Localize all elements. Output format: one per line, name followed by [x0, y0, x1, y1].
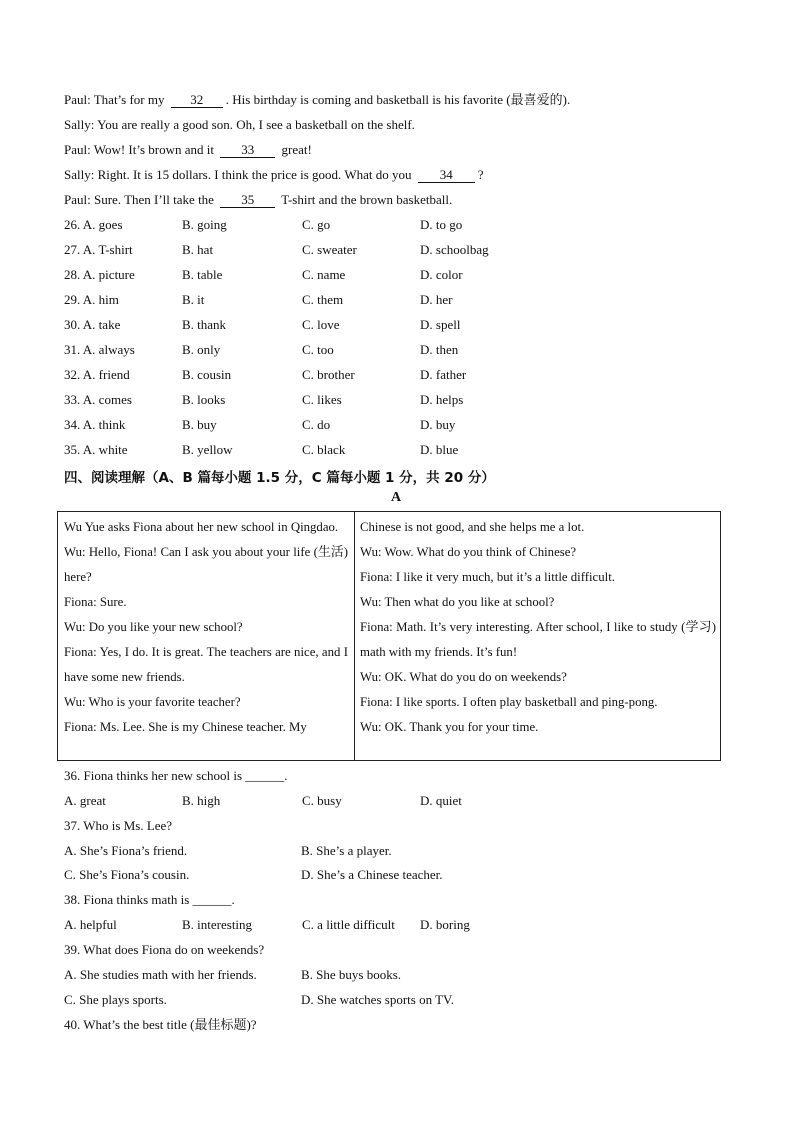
opt-34-d: D. buy [420, 417, 456, 432]
opt-34-b: B. buy [182, 417, 217, 432]
passage-left-line: Fiona: Yes, I do. It is great. The teachers are nice, and I have some new friends. [64, 645, 348, 684]
passage-right-line: Wu: OK. What do you do on weekends? [360, 670, 567, 684]
blank-34: 34 [418, 167, 475, 183]
dialogue-line-5: Paul: Sure. Then I’ll take the 35 T-shirt and the brown basketball. [64, 192, 453, 207]
opt-26-c: C. go [302, 217, 331, 232]
opt-30-b: B. thank [182, 317, 227, 332]
blank-32: 32 [171, 92, 223, 108]
q37-option-a[interactable]: A. She’s Fiona’s friend. [64, 843, 188, 858]
q39-option-c[interactable]: C. She plays sports. [64, 992, 167, 1007]
q36-option-a[interactable]: A. great [64, 793, 106, 808]
opt-28-b: B. table [182, 267, 223, 282]
opt-34: 34. A. think [64, 417, 126, 432]
passage-box [57, 511, 721, 761]
question-36-stem: 36. Fiona thinks her new school is ______. [64, 768, 288, 783]
passage-left-line: Fiona: Sure. [64, 595, 127, 609]
passage-left-line: Wu Yue asks Fiona about her new school in Qingdao. [64, 520, 339, 534]
opt-32-d: D. father [420, 367, 467, 382]
column-divider [354, 512, 355, 760]
opt-33-c: C. likes [302, 392, 342, 407]
question-37-stem: 37. Who is Ms. Lee? [64, 818, 173, 833]
question-38-stem: 38. Fiona thinks math is ______. [64, 892, 235, 907]
q38-option-a[interactable]: A. helpful [64, 917, 117, 932]
opt-29-b: B. it [182, 292, 205, 307]
passage-right-line: Wu: OK. Thank you for your time. [360, 720, 539, 734]
q37-option-c[interactable]: C. She’s Fiona’s cousin. [64, 867, 190, 882]
section-heading: 四、阅读理解（A、B 篇每小题 1.5 分，C 篇每小题 1 分，共 20 分） [64, 470, 495, 486]
opt-28-d: D. color [420, 267, 463, 282]
passage-right-column [360, 515, 716, 740]
q36-option-b[interactable]: B. high [182, 793, 221, 808]
question-40-stem: 40. What’s the best title (最佳标题)? [64, 1017, 257, 1032]
opt-26-d: D. to go [420, 217, 463, 232]
q39-option-a[interactable]: A. She studies math with her friends. [64, 967, 257, 982]
passage-left-line: Wu: Do you like your new school? [64, 620, 243, 634]
passage-right-line: Chinese is not good, and she helps me a lot. [360, 520, 585, 534]
passage-right-line: Fiona: Math. It’s very interesting. After school, I like to study (学习) math with my friends. It’s fun! [360, 620, 716, 659]
dialogue-line-2: Sally: You are really a good son. Oh, I see a basketball on the shelf. [64, 117, 415, 132]
opt-35-c: C. black [302, 442, 346, 457]
passage-left-line: Wu: Who is your favorite teacher? [64, 695, 241, 709]
q39-option-b[interactable]: B. She buys books. [301, 967, 402, 982]
dialogue-line-4: Sally: Right. It is 15 dollars. I think the price is good. What do you 34 ? [64, 167, 484, 182]
passage-left-line: Wu: Hello, Fiona! Can I ask you about your life (生活) here? [64, 545, 348, 584]
opt-29-c: C. them [302, 292, 344, 307]
opt-32-c: C. brother [302, 367, 355, 382]
passage-left-line: Fiona: Ms. Lee. She is my Chinese teacher. My [64, 720, 307, 734]
q36-option-c[interactable]: C. busy [302, 793, 342, 808]
opt-31-d: D. then [420, 342, 459, 357]
opt-31-b: B. only [182, 342, 221, 357]
opt-33: 33. A. comes [64, 392, 132, 407]
opt-35-d: D. blue [420, 442, 459, 457]
opt-32: 32. A. friend [64, 367, 130, 382]
dialogue-line-1: Paul: That’s for my 32 . His birthday is coming and basketball is his favorite (最喜爱的). [64, 92, 571, 107]
opt-31-c: C. too [302, 342, 334, 357]
q38-option-c[interactable]: C. a little difficult [302, 917, 395, 932]
passage-left-column [64, 515, 348, 740]
passage-right-line: Wu: Then what do you like at school? [360, 595, 555, 609]
blank-35: 35 [220, 192, 275, 208]
opt-33-b: B. looks [182, 392, 226, 407]
passage-right-line: Fiona: I like sports. I often play basketball and ping-pong. [360, 695, 658, 709]
opt-27: 27. A. T-shirt [64, 242, 133, 257]
opt-30: 30. A. take [64, 317, 121, 332]
opt-33-d: D. helps [420, 392, 464, 407]
opt-28-c: C. name [302, 267, 346, 282]
blank-33: 33 [220, 142, 275, 158]
q38-option-b[interactable]: B. interesting [182, 917, 253, 932]
dialogue-line-3: Paul: Wow! It’s brown and it 33 great! [64, 142, 312, 157]
opt-26: 26. A. goes [64, 217, 123, 232]
opt-34-c: C. do [302, 417, 331, 432]
q39-option-d[interactable]: D. She watches sports on TV. [301, 992, 454, 1007]
opt-29-d: D. her [420, 292, 453, 307]
question-39-stem: 39. What does Fiona do on weekends? [64, 942, 265, 957]
opt-27-b: B. hat [182, 242, 214, 257]
passage-label: A [391, 490, 402, 505]
opt-27-d: D. schoolbag [420, 242, 489, 257]
q37-option-d[interactable]: D. She’s a Chinese teacher. [301, 867, 443, 882]
opt-35: 35. A. white [64, 442, 128, 457]
opt-27-c: C. sweater [302, 242, 357, 257]
opt-26-b: B. going [182, 217, 227, 232]
opt-35-b: B. yellow [182, 442, 233, 457]
opt-30-c: C. love [302, 317, 340, 332]
passage-right-line: Wu: Wow. What do you think of Chinese? [360, 545, 577, 559]
passage-right-line: Fiona: I like it very much, but it’s a little difficult. [360, 570, 615, 584]
opt-32-b: B. cousin [182, 367, 232, 382]
opt-28: 28. A. picture [64, 267, 135, 282]
q37-option-b[interactable]: B. She’s a player. [301, 843, 392, 858]
opt-31: 31. A. always [64, 342, 135, 357]
q38-option-d[interactable]: D. boring [420, 917, 470, 932]
opt-30-d: D. spell [420, 317, 461, 332]
q36-option-d[interactable]: D. quiet [420, 793, 462, 808]
opt-29: 29. A. him [64, 292, 119, 307]
